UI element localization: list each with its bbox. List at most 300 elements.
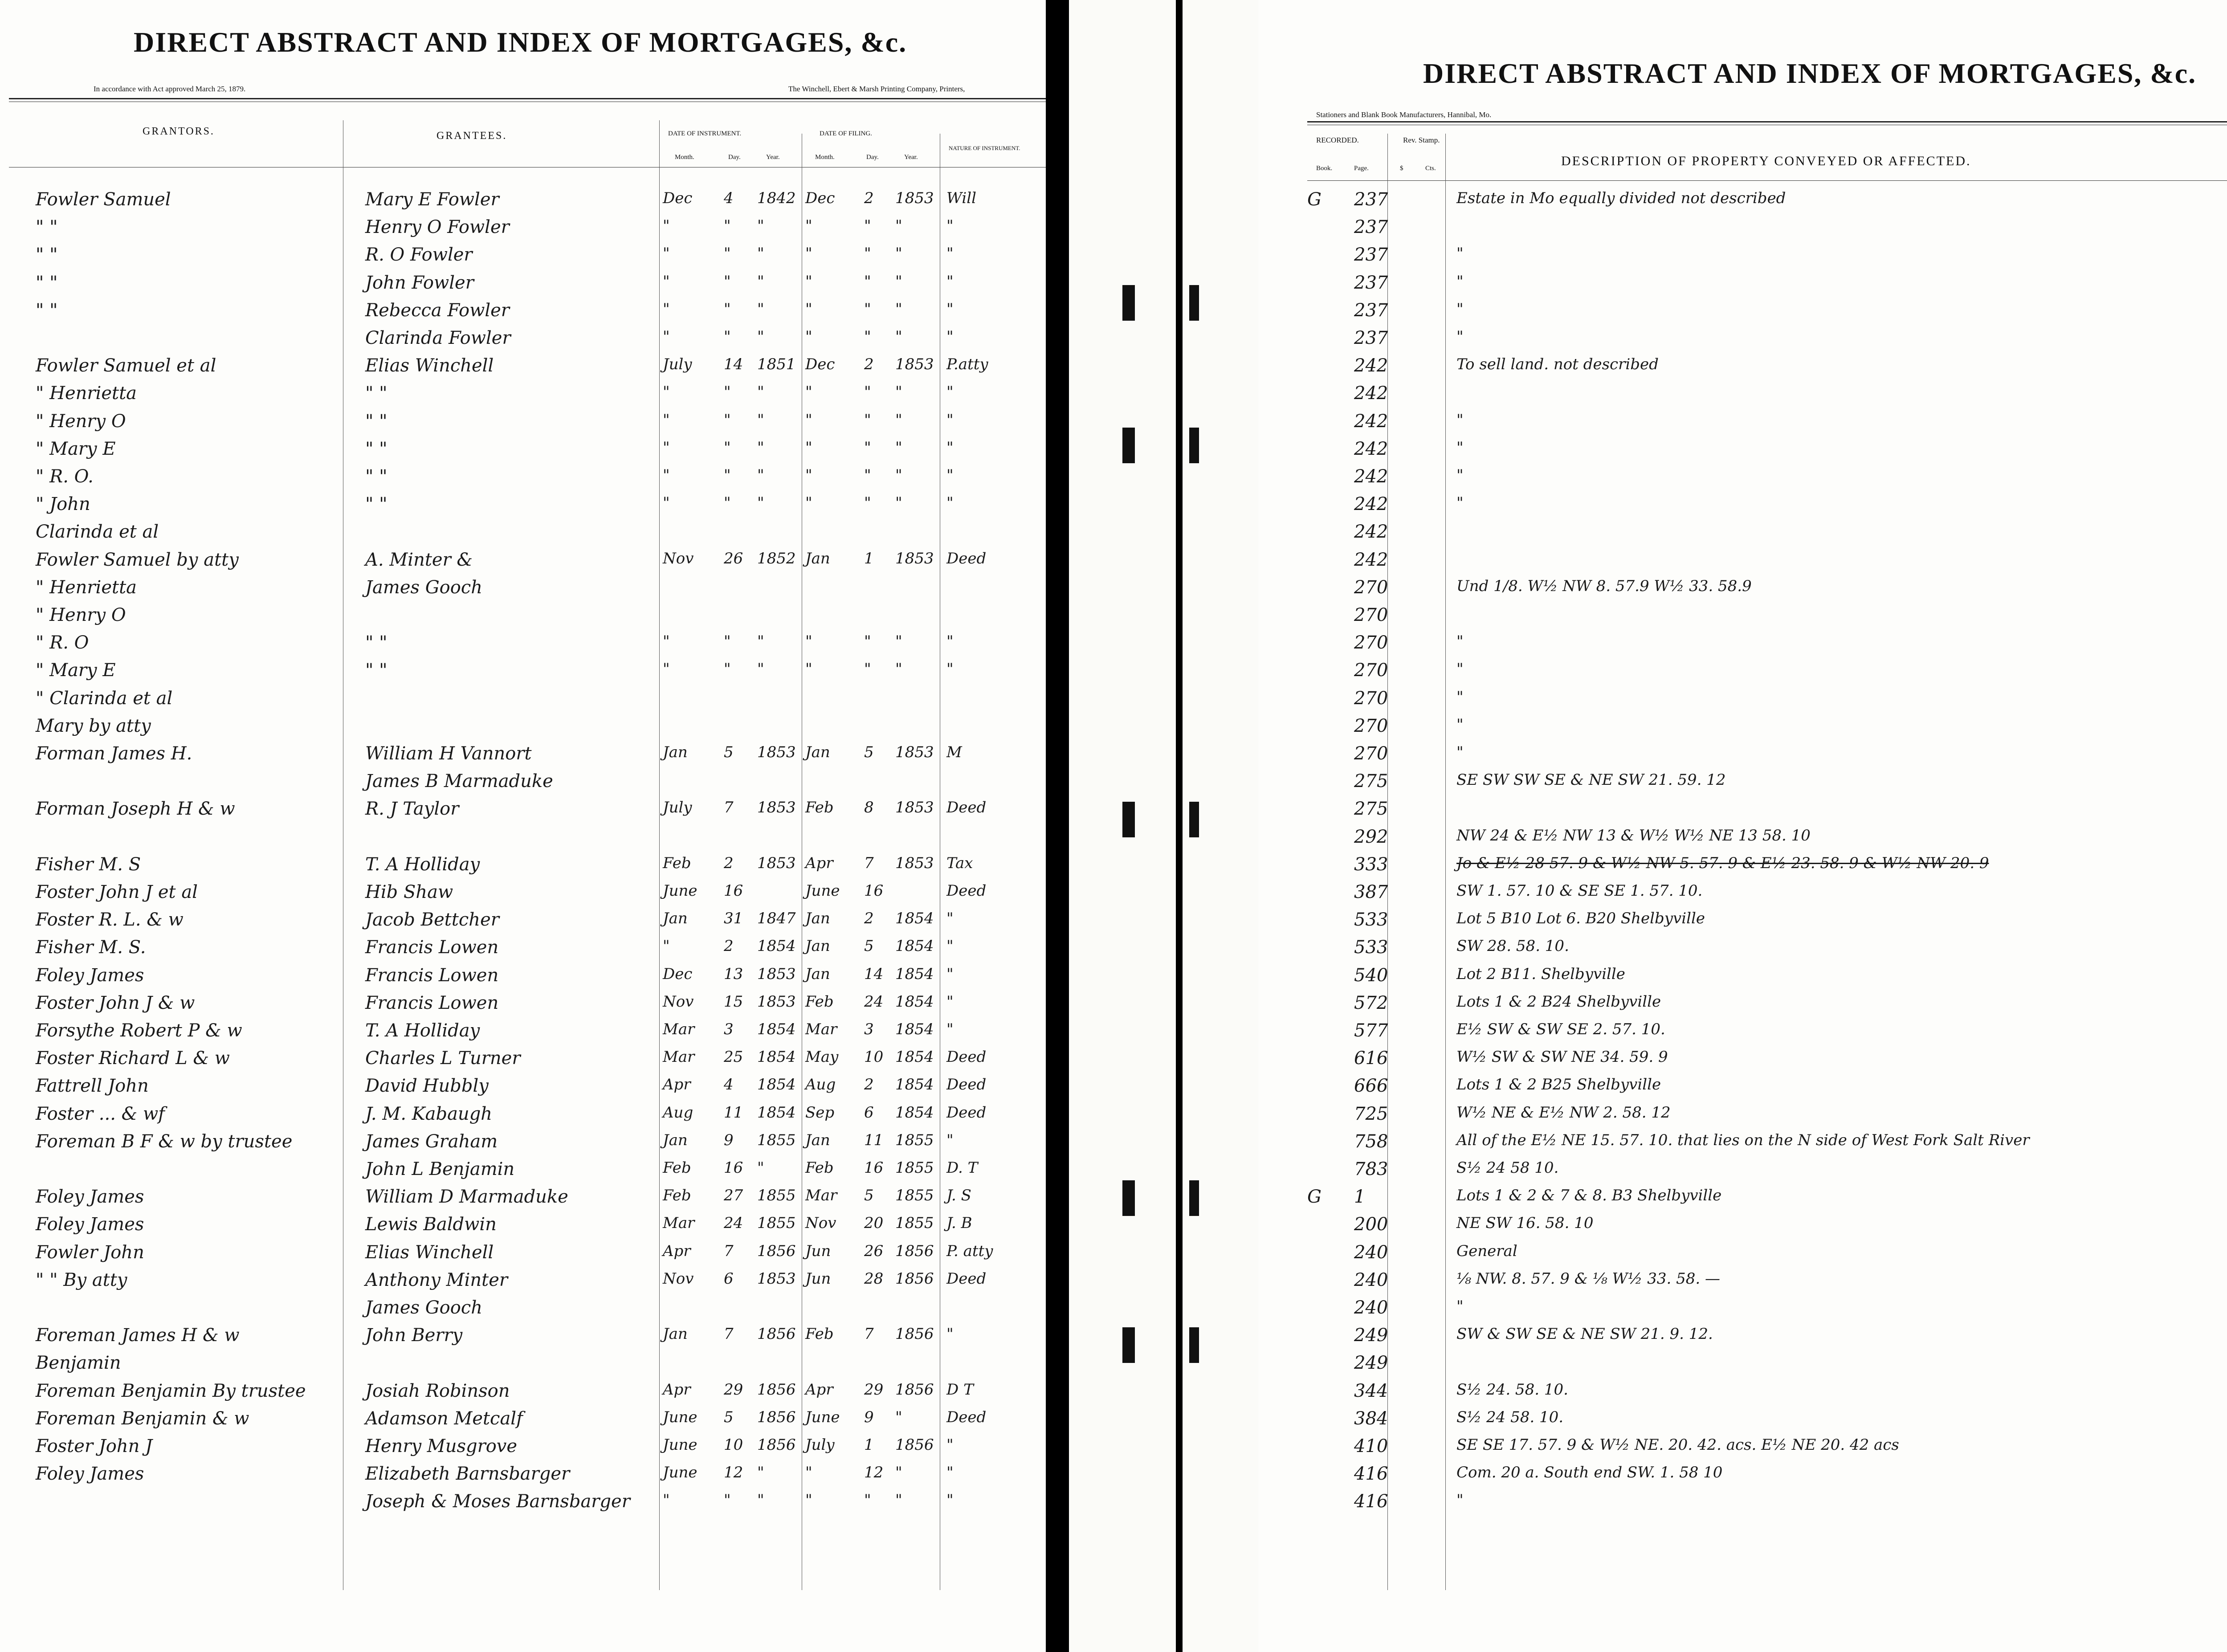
filing-month-cell: " <box>805 273 812 290</box>
date-filing-header: DATE OF FILING. <box>820 130 872 137</box>
filing-month-cell: " <box>805 494 812 512</box>
description-cell: All of the E½ NE 15. 57. 10. that lies on the N side of West Fork Salt River <box>1456 1131 2030 1149</box>
description-cell: Und 1/8. W½ NW 8. 57.9 W½ 33. 58.9 <box>1456 577 1752 595</box>
grantor-cell: Foreman James H & w <box>36 1325 240 1346</box>
left-ledger-page <box>0 0 1049 1652</box>
nature-cell: " <box>946 1436 954 1454</box>
grantor-cell: " Henrietta <box>36 383 137 404</box>
right-ledger-page <box>1258 0 2227 1652</box>
page-cell: 540 <box>1354 965 1388 986</box>
instrument-day-cell: " <box>724 300 731 318</box>
filing-month-cell: Feb <box>805 1159 834 1177</box>
grantee-cell: R. O Fowler <box>365 245 473 265</box>
grantee-cell: " " <box>365 411 387 432</box>
grantor-cell: Foster John J <box>36 1436 153 1456</box>
instrument-month-cell: Nov <box>663 550 694 567</box>
instrument-month-cell: June <box>663 1408 697 1426</box>
recorded-header: RECORDED. <box>1316 136 1359 144</box>
day-header: Day. <box>728 154 741 161</box>
filing-year-cell: " <box>895 383 902 401</box>
description-cell: " <box>1456 632 1464 650</box>
description-cell: " <box>1456 494 1464 512</box>
year2-header: Year. <box>904 154 918 161</box>
description-cell: To sell land. not described <box>1456 355 1659 373</box>
filing-month-cell: " <box>805 245 812 262</box>
nature-cell: " <box>946 300 954 318</box>
filing-day-cell: 2 <box>864 1076 874 1093</box>
instrument-month-cell: Apr <box>663 1381 691 1399</box>
page-cell: 292 <box>1354 827 1388 847</box>
nature-cell: M <box>946 743 962 761</box>
grantee-cell: Henry O Fowler <box>365 217 510 237</box>
filing-year-cell: " <box>895 300 902 318</box>
grantor-cell: Clarinda et al <box>36 522 159 542</box>
grantor-cell: Mary by atty <box>36 716 151 736</box>
instrument-month-cell: June <box>663 1436 697 1454</box>
instrument-day-cell: 7 <box>724 1325 734 1343</box>
instrument-month-cell: Jan <box>663 1131 688 1149</box>
grantee-cell: John L Benjamin <box>365 1159 515 1179</box>
description-cell: Lots 1 & 2 B24 Shelbyville <box>1456 993 1661 1011</box>
grantee-cell: T. A Holliday <box>365 1020 480 1041</box>
grantor-cell: Foster John J et al <box>36 882 198 902</box>
page-cell: 242 <box>1354 411 1388 432</box>
filing-year-cell: 1856 <box>895 1436 934 1454</box>
instrument-month-cell: Mar <box>663 1020 695 1038</box>
description-cell: " <box>1456 660 1464 678</box>
description-cell: Estate in Mo equally divided not described <box>1456 189 1786 207</box>
filing-day-cell: " <box>864 632 871 650</box>
grantor-cell: " " <box>36 273 58 293</box>
grantee-cell: Henry Musgrove <box>365 1436 518 1456</box>
instrument-month-cell: Dec <box>663 965 693 983</box>
filing-day-cell: 10 <box>864 1048 884 1066</box>
binding-strip-2 <box>1183 0 1258 1652</box>
instrument-month-cell: " <box>663 937 670 955</box>
page-cell: 270 <box>1354 660 1388 681</box>
nature-cell: Deed <box>946 550 987 567</box>
instrument-month-cell: " <box>663 273 670 290</box>
nature-cell: " <box>946 494 954 512</box>
month2-header: Month. <box>815 154 835 161</box>
binding-hole <box>1189 1327 1199 1363</box>
page-cell: 783 <box>1354 1159 1388 1179</box>
filing-year-cell: 1853 <box>895 550 934 567</box>
instrument-year-cell: 1853 <box>757 743 796 761</box>
instrument-day-cell: 14 <box>724 355 743 373</box>
binding-hole <box>1189 1180 1199 1216</box>
description-cell: " <box>1456 743 1464 761</box>
filing-day-cell: 8 <box>864 799 874 816</box>
grantee-cell: James B Marmaduke <box>365 771 553 791</box>
filing-month-cell: Jan <box>805 550 830 567</box>
filing-day-cell: 6 <box>864 1104 874 1122</box>
filing-day-cell: 7 <box>864 854 874 872</box>
page-cell: 725 <box>1354 1104 1388 1124</box>
grantor-cell: Forsythe Robert P & w <box>36 1020 242 1041</box>
filing-day-cell: " <box>864 217 871 235</box>
filing-month-cell: " <box>805 439 812 457</box>
description-cell: SW 1. 57. 10 & SE SE 1. 57. 10. <box>1456 882 1703 900</box>
nature-cell: " <box>946 632 954 650</box>
nature-header: NATURE OF INSTRUMENT. <box>949 145 1020 151</box>
grantor-cell: Fisher M. S. <box>36 937 146 958</box>
filing-month-cell: " <box>805 383 812 401</box>
grantee-cell: J. M. Kabaugh <box>365 1104 493 1124</box>
page-cell: 240 <box>1354 1242 1388 1263</box>
grantor-cell: " " <box>36 300 58 321</box>
description-cell: " <box>1456 1297 1464 1315</box>
filing-month-cell: Jun <box>805 1270 831 1288</box>
instrument-year-cell: 1853 <box>757 799 796 816</box>
page-cell: 270 <box>1354 716 1388 736</box>
grantor-cell: Fowler Samuel et al <box>36 355 216 376</box>
instrument-year-cell: " <box>757 300 764 318</box>
page-cell: 237 <box>1354 300 1388 321</box>
page-cell: 242 <box>1354 355 1388 376</box>
filing-day-cell: 28 <box>864 1270 884 1288</box>
description-cell: Lot 5 B10 Lot 6. B20 Shelbyville <box>1456 910 1705 927</box>
description-cell: Jo & E½ 28 57. 9 & W½ NW 5. 57. 9 & E½ 23. 58. 9 & W½ NW 20. 9 <box>1456 854 1989 872</box>
page-cell: 666 <box>1354 1076 1388 1096</box>
grantor-cell: " Clarinda et al <box>36 688 173 709</box>
grantor-cell: " " <box>36 217 58 237</box>
nature-cell: P.atty <box>946 355 988 373</box>
page-cell: 275 <box>1354 771 1388 791</box>
filing-day-cell: 5 <box>864 743 874 761</box>
filing-day-cell: " <box>864 411 871 429</box>
instrument-year-cell: 1853 <box>757 965 796 983</box>
instrument-day-cell: 26 <box>724 550 743 567</box>
page-cell: 237 <box>1354 189 1388 210</box>
grantee-cell: Francis Lowen <box>365 965 499 986</box>
grantee-cell: Francis Lowen <box>365 993 499 1013</box>
grantee-cell: " " <box>365 383 387 404</box>
filing-year-cell: 1854 <box>895 1076 934 1093</box>
rev-stamp-header: Rev. Stamp. <box>1403 136 1440 144</box>
grantor-cell: Foster Richard L & w <box>36 1048 230 1069</box>
description-cell: SW & SW SE & NE SW 21. 9. 12. <box>1456 1325 1713 1343</box>
grantee-cell: John Berry <box>365 1325 463 1346</box>
filing-day-cell: 14 <box>864 965 884 983</box>
instrument-day-cell: " <box>724 466 731 484</box>
instrument-year-cell: " <box>757 245 764 262</box>
filing-year-cell: " <box>895 1491 902 1509</box>
filing-year-cell: 1854 <box>895 910 934 927</box>
instrument-day-cell: " <box>724 273 731 290</box>
filing-month-cell: Aug <box>805 1076 836 1093</box>
instrument-day-cell: 16 <box>724 882 743 900</box>
nature-cell: " <box>946 328 954 346</box>
filing-day-cell: 2 <box>864 189 874 207</box>
filing-day-cell: " <box>864 660 871 678</box>
instrument-month-cell: Feb <box>663 1187 691 1204</box>
page-cell: 344 <box>1354 1381 1388 1401</box>
grantor-cell: Fisher M. S <box>36 854 141 875</box>
page-cell: 275 <box>1354 799 1388 819</box>
grantees-header: GRANTEES. <box>436 130 507 142</box>
instrument-year-cell: 1852 <box>757 550 796 567</box>
nature-cell: Tax <box>946 854 973 872</box>
instrument-month-cell: " <box>663 383 670 401</box>
grantors-header: GRANTORS. <box>143 126 215 137</box>
filing-day-cell: 5 <box>864 937 874 955</box>
filing-month-cell: Mar <box>805 1187 837 1204</box>
instrument-month-cell: " <box>663 632 670 650</box>
instrument-year-cell: " <box>757 466 764 484</box>
description-cell: " <box>1456 300 1464 318</box>
grantee-cell: James Gooch <box>365 577 483 598</box>
filing-year-cell: 1853 <box>895 854 934 872</box>
grantee-cell: James Gooch <box>365 1297 483 1318</box>
filing-year-cell: 1853 <box>895 189 934 207</box>
instrument-day-cell: 6 <box>724 1270 734 1288</box>
instrument-year-cell: " <box>757 328 764 346</box>
filing-month-cell: " <box>805 632 812 650</box>
grantor-cell: Forman James H. <box>36 743 192 764</box>
instrument-year-cell: 1853 <box>757 854 796 872</box>
instrument-month-cell: Jan <box>663 910 688 927</box>
binding-hole <box>1122 428 1135 463</box>
nature-cell: Deed <box>946 1408 987 1426</box>
description-cell: SE SW SW SE & NE SW 21. 59. 12 <box>1456 771 1726 789</box>
description-cell: NE SW 16. 58. 10 <box>1456 1214 1594 1232</box>
instrument-year-cell: 1854 <box>757 937 796 955</box>
nature-cell: Deed <box>946 799 987 816</box>
instrument-year-cell: 1854 <box>757 1104 796 1122</box>
description-cell: Lots 1 & 2 & 7 & 8. B3 Shelbyville <box>1456 1187 1722 1204</box>
nature-cell: " <box>946 466 954 484</box>
instrument-day-cell: 5 <box>724 743 734 761</box>
page-cell: 270 <box>1354 632 1388 653</box>
grantor-cell: Fattrell John <box>36 1076 149 1096</box>
page-cell: 410 <box>1354 1436 1388 1456</box>
description-cell: W½ NE & E½ NW 2. 58. 12 <box>1456 1104 1671 1122</box>
instrument-month-cell: Aug <box>663 1104 693 1122</box>
nature-cell: " <box>946 245 954 262</box>
filing-year-cell: 1854 <box>895 937 934 955</box>
grantee-cell: Francis Lowen <box>365 937 499 958</box>
instrument-day-cell: 9 <box>724 1131 734 1149</box>
grantee-cell: Anthony Minter <box>365 1270 508 1290</box>
description-cell: " <box>1456 688 1464 706</box>
description-cell: S½ 24 58 10. <box>1456 1159 1559 1177</box>
page-cell: 242 <box>1354 439 1388 459</box>
nature-cell: " <box>946 1464 954 1481</box>
filing-year-cell: " <box>895 411 902 429</box>
dollar-header: $ <box>1400 165 1403 172</box>
nature-cell: Deed <box>946 882 987 900</box>
printer-note: The Winchell, Ebert & Marsh Printing Company, Printers, <box>788 85 965 93</box>
instrument-year-cell: 1856 <box>757 1436 796 1454</box>
instrument-day-cell: 2 <box>724 937 734 955</box>
filing-month-cell: June <box>805 1408 840 1426</box>
page-cell: 270 <box>1354 605 1388 625</box>
instrument-month-cell: " <box>663 1491 670 1509</box>
nature-cell: D T <box>946 1381 974 1399</box>
grantee-cell: Elias Winchell <box>365 1242 494 1263</box>
filing-day-cell: 5 <box>864 1187 874 1204</box>
instrument-year-cell: 1851 <box>757 355 796 373</box>
filing-day-cell: 26 <box>864 1242 884 1260</box>
instrument-day-cell: 10 <box>724 1436 743 1454</box>
instrument-month-cell: July <box>663 799 692 816</box>
filing-day-cell: 3 <box>864 1020 874 1038</box>
description-cell: SE SE 17. 57. 9 & W½ NE. 20. 42. acs. E½ NE 20. 42 acs <box>1456 1436 1899 1454</box>
page-header: Page. <box>1354 165 1369 172</box>
description-cell: ⅛ NW. 8. 57. 9 & ⅛ W½ 33. 58. — <box>1456 1270 1720 1288</box>
filing-year-cell: " <box>895 217 902 235</box>
nature-cell: " <box>946 910 954 927</box>
instrument-year-cell: 1856 <box>757 1325 796 1343</box>
grantor-cell: " " <box>36 245 58 265</box>
binding-hole <box>1122 1180 1135 1216</box>
page-cell: 387 <box>1354 882 1388 902</box>
grantee-cell: " " <box>365 439 387 459</box>
filing-month-cell: Jan <box>805 1131 830 1149</box>
grantee-cell: Josiah Robinson <box>365 1381 510 1401</box>
filing-month-cell: Sep <box>805 1104 835 1122</box>
filing-day-cell: " <box>864 494 871 512</box>
year-header: Year. <box>766 154 780 161</box>
filing-year-cell: 1856 <box>895 1325 934 1343</box>
description-cell: " <box>1456 411 1464 429</box>
filing-year-cell: 1855 <box>895 1131 934 1149</box>
grantor-cell: Fowler John <box>36 1242 144 1263</box>
grantor-cell: Foley James <box>36 1214 144 1235</box>
filing-month-cell: Feb <box>805 799 834 816</box>
filing-day-cell: 2 <box>864 355 874 373</box>
grantor-cell: " R. O <box>36 632 89 653</box>
instrument-year-cell: 1856 <box>757 1242 796 1260</box>
page-cell: 242 <box>1354 550 1388 570</box>
filing-year-cell: 1856 <box>895 1270 934 1288</box>
page-cell: 237 <box>1354 273 1388 293</box>
grantee-cell: John Fowler <box>365 273 474 293</box>
grantor-cell: Foreman Benjamin By trustee <box>36 1381 306 1401</box>
header-rule <box>1307 121 2227 122</box>
nature-cell: J. S <box>946 1187 971 1204</box>
grantee-cell: Rebecca Fowler <box>365 300 510 321</box>
page-cell: 242 <box>1354 494 1388 514</box>
instrument-day-cell: 4 <box>724 189 734 207</box>
page-cell: 533 <box>1354 910 1388 930</box>
grantor-cell: " Henry O <box>36 605 126 625</box>
grantee-cell: Charles L Turner <box>365 1048 521 1069</box>
instrument-day-cell: 11 <box>724 1104 743 1122</box>
instrument-day-cell: 31 <box>724 910 743 927</box>
filing-month-cell: July <box>805 1436 835 1454</box>
nature-cell: Deed <box>946 1270 987 1288</box>
filing-year-cell: " <box>895 494 902 512</box>
page-cell: 572 <box>1354 993 1388 1013</box>
filing-month-cell: Nov <box>805 1214 836 1232</box>
description-cell: S½ 24. 58. 10. <box>1456 1381 1568 1399</box>
instrument-month-cell: Nov <box>663 993 694 1011</box>
grantor-cell: Fowler Samuel <box>36 189 171 210</box>
filing-year-cell: " <box>895 439 902 457</box>
grantor-cell: Foley James <box>36 965 144 986</box>
filing-year-cell: 1854 <box>895 965 934 983</box>
nature-cell: " <box>946 993 954 1011</box>
nature-cell: Deed <box>946 1104 987 1122</box>
filing-day-cell: " <box>864 466 871 484</box>
filing-day-cell: 12 <box>864 1464 884 1481</box>
book-gutter <box>1046 0 1064 1652</box>
filing-day-cell: " <box>864 328 871 346</box>
filing-year-cell: 1853 <box>895 743 934 761</box>
nature-cell: " <box>946 937 954 955</box>
filing-day-cell: 20 <box>864 1214 884 1232</box>
grantee-cell: Jacob Bettcher <box>365 910 499 930</box>
nature-cell: P. atty <box>946 1242 993 1260</box>
binding-hole <box>1189 285 1199 321</box>
instrument-year-cell: " <box>757 1464 764 1481</box>
instrument-year-cell: 1854 <box>757 1048 796 1066</box>
filing-month-cell: Jan <box>805 965 830 983</box>
grantor-cell: " " By atty <box>36 1270 127 1290</box>
filing-year-cell: 1856 <box>895 1242 934 1260</box>
instrument-month-cell: Apr <box>663 1242 691 1260</box>
filing-day-cell: " <box>864 300 871 318</box>
grantee-cell: William D Marmaduke <box>365 1187 568 1207</box>
filing-month-cell: May <box>805 1048 839 1066</box>
grantee-cell: David Hubbly <box>365 1076 489 1096</box>
filing-month-cell: Jan <box>805 937 830 955</box>
instrument-year-cell: 1847 <box>757 910 796 927</box>
instrument-day-cell: " <box>724 383 731 401</box>
instrument-month-cell: Mar <box>663 1214 695 1232</box>
instrument-month-cell: Nov <box>663 1270 694 1288</box>
filing-day-cell: 2 <box>864 910 874 927</box>
instrument-day-cell: " <box>724 660 731 678</box>
nature-cell: " <box>946 1131 954 1149</box>
grantee-cell: Elias Winchell <box>365 355 494 376</box>
instrument-day-cell: " <box>724 632 731 650</box>
month-header: Month. <box>675 154 694 161</box>
instrument-day-cell: " <box>724 217 731 235</box>
grantee-cell: " " <box>365 466 387 487</box>
nature-cell: " <box>946 1325 954 1343</box>
filing-year-cell: 1853 <box>895 799 934 816</box>
filing-month-cell: " <box>805 1464 812 1481</box>
instrument-year-cell: 1856 <box>757 1381 796 1399</box>
description-cell: Lots 1 & 2 B25 Shelbyville <box>1456 1076 1661 1093</box>
filing-year-cell: 1855 <box>895 1159 934 1177</box>
instrument-year-cell: " <box>757 273 764 290</box>
instrument-year-cell: " <box>757 660 764 678</box>
grantor-cell: " Henrietta <box>36 577 137 598</box>
instrument-day-cell: 29 <box>724 1381 743 1399</box>
grantee-cell: " " <box>365 660 387 681</box>
instrument-year-cell: 1842 <box>757 189 796 207</box>
page-cell: 249 <box>1354 1325 1388 1346</box>
filing-year-cell: " <box>895 466 902 484</box>
instrument-year-cell: " <box>757 439 764 457</box>
description-cell: " <box>1456 466 1464 484</box>
filing-day-cell: 1 <box>864 550 874 567</box>
right-page-title: DIRECT ABSTRACT AND INDEX OF MORTGAGES, &c. <box>1423 57 2197 89</box>
description-cell: " <box>1456 716 1464 734</box>
description-cell: E½ SW & SW SE 2. 57. 10. <box>1456 1020 1665 1038</box>
filing-year-cell: " <box>895 273 902 290</box>
nature-cell: Deed <box>946 1076 987 1093</box>
nature-cell: " <box>946 383 954 401</box>
filing-year-cell: 1855 <box>895 1214 934 1232</box>
instrument-day-cell: " <box>724 439 731 457</box>
page-cell: 384 <box>1354 1408 1388 1429</box>
grantee-cell: William H Vannort <box>365 743 532 764</box>
